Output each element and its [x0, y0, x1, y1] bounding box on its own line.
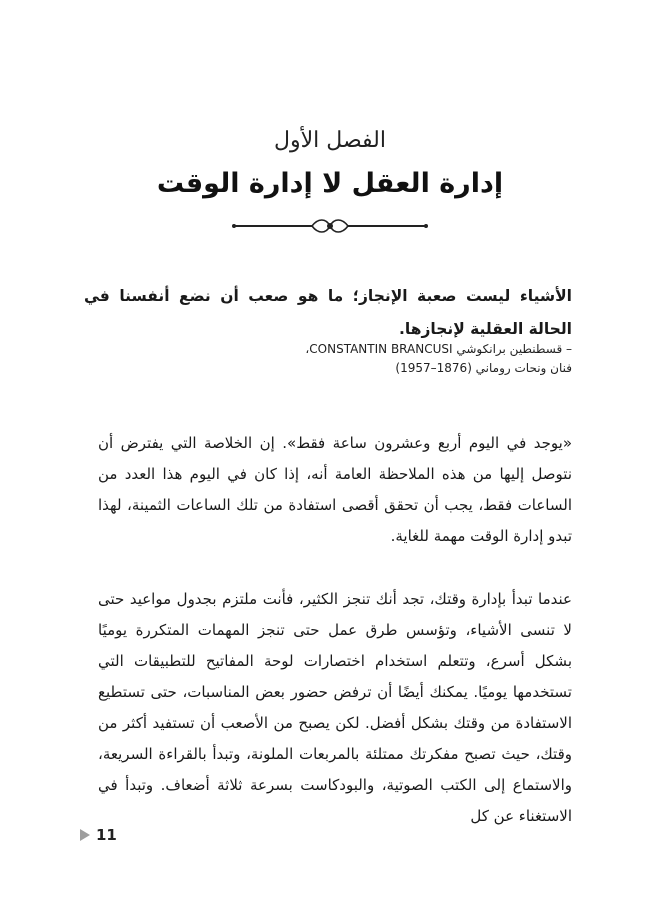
attribution-description: فنان ونحات روماني (1876–1957) — [395, 361, 572, 375]
attribution-name: – قسطنطين برانكوشي CONSTANTIN BRANCUSI، — [305, 342, 572, 356]
triangle-right-icon — [80, 829, 90, 841]
epigraph-attribution — [84, 340, 572, 378]
chapter-title: إدارة العقل لا إدارة الوقت — [156, 168, 504, 199]
epigraph-quote: الأشياء ليست صعبة الإنجاز؛ ما هو صعب أن نضع أنفسنا في الحالة العقلية لإنجازها. — [84, 287, 572, 338]
page-footer — [80, 826, 117, 844]
body-paragraph: عندما تبدأ بإدارة وقتك، تجد أنك تنجز الكثير، فأنت ملتزم بجدول مواعيد حتى لا تنسى الأشياء، وتؤسس طرق عمل حتى تنجز المهمات المتكررة يوميًا بشكل أسرع، وتتعلم استخدام اختصارات لوحة المفاتيح للتطبيقات التي تستخدمها يوميًا. يمكنك أيضًا أن ترفض حضور بعض المناسبات، حتى تستطيع الاستفادة من وقتك بشكل أفضل. لكن يصبح من الأصعب أن تستفيد أكثر من وقتك، حيث تصبح مفكرتك ممتلئة بالمربعات الملونة، وتبدأ بالقراءة السريعة، والاستماع إلى الكتب الصوتية، والبودكاست بسرعة ثلاثة أضعاف. وتبدأ في الاستغناء عن كل — [98, 590, 572, 825]
body-text — [98, 428, 572, 832]
chapter-label: الفصل الأول — [274, 128, 386, 153]
divider-ornament-icon — [230, 214, 430, 238]
body-paragraph: «يوجد في اليوم أربع وعشرون ساعة فقط». إن الخلاصة التي يفترض أن نتوصل إليها من هذه الملاحظة العامة أنه، إذا كان في اليوم هذا العدد من الساعات فقط، يجب أن تحقق أقصى استفادة من تلك الساعات الثمينة، لهذا تبدو إدارة الوقت مهمة للغاية. — [98, 434, 572, 545]
page-number: 11 — [96, 826, 117, 844]
